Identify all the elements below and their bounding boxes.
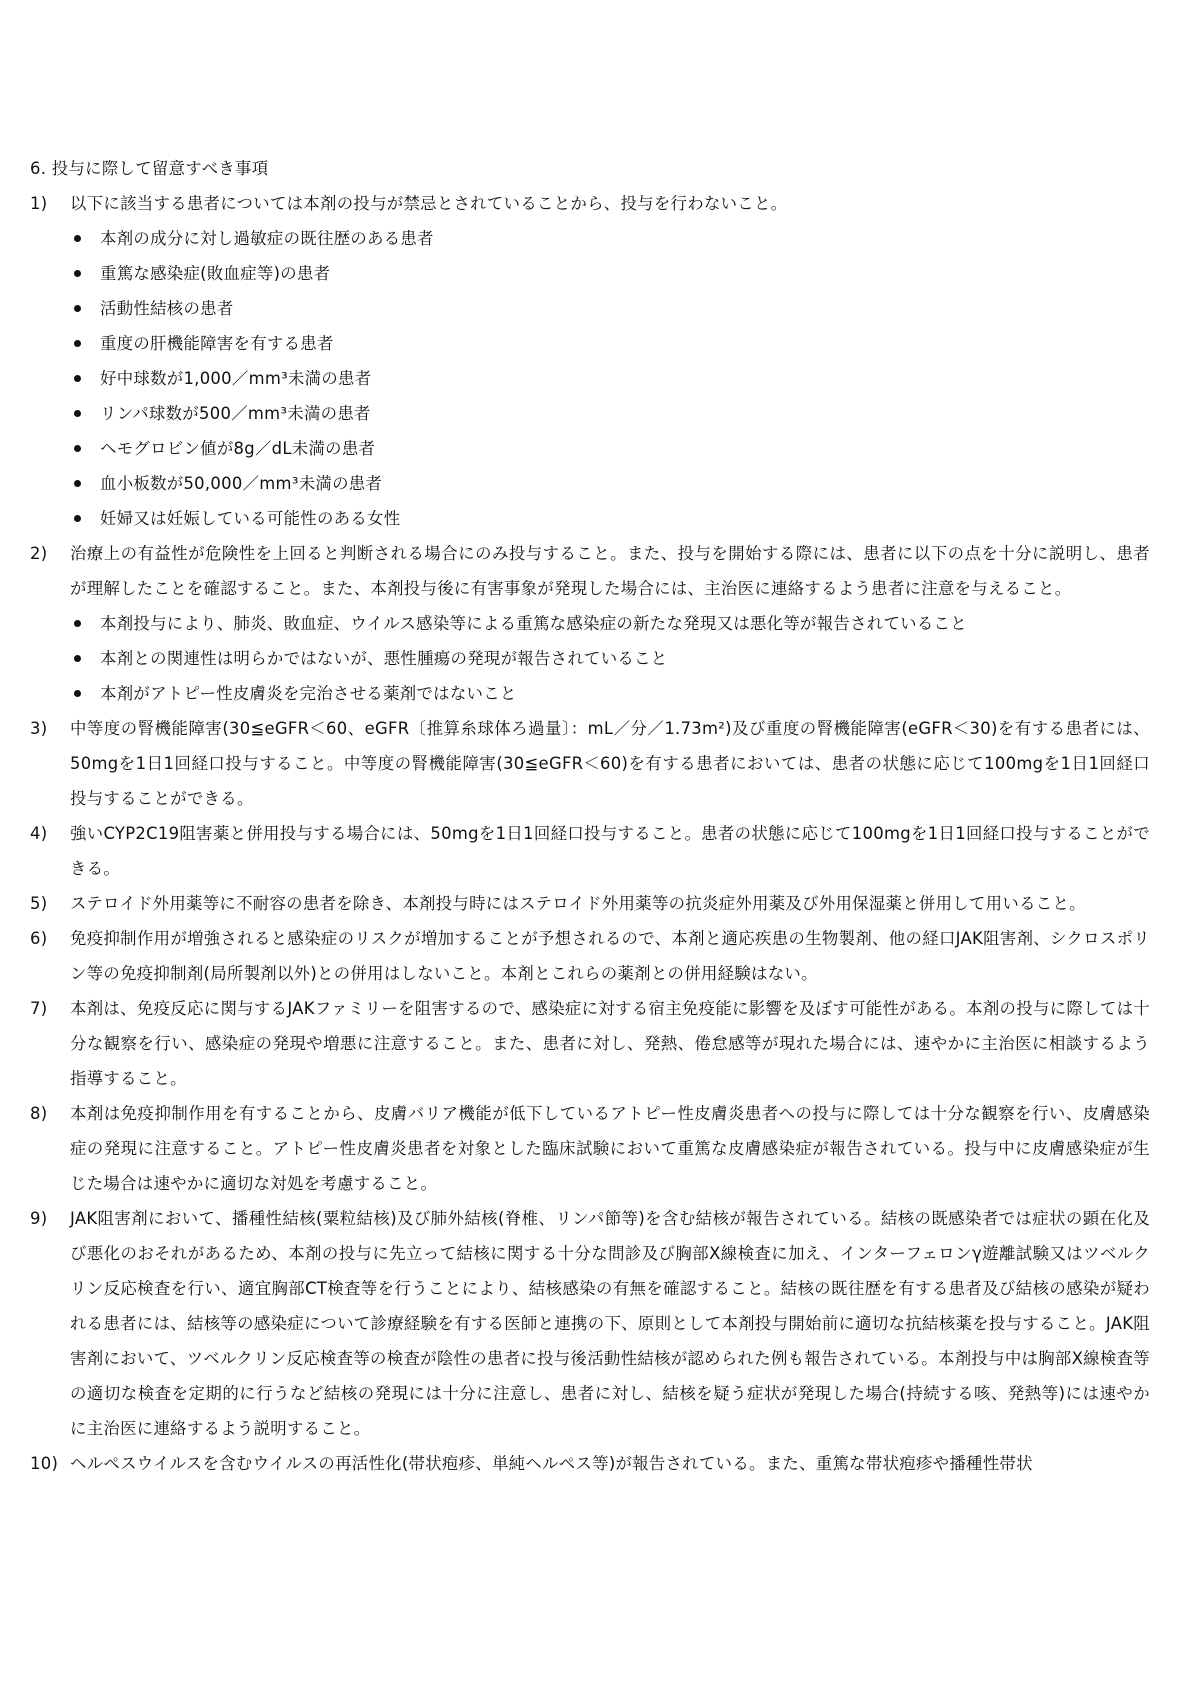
precaution-item [30,1446,1150,1481]
item-text: JAK阻害剤において、播種性結核(粟粒結核)及び肺外結核(脊椎、リンパ節等)を含む結核が報告されている。結核の既感染者では症状の顕在化及び悪化のおそれがあるため、本剤の投与に先立って結核に関する十分な問診及び胸部X線検査に加え、インターフェロンγ遊離試験又はツベルクリン反応検査を行い、適宜胸部CT検査等を行うことにより、結核感染の有無を確認すること。結核の既往歴を有する患者及び結核の感染が疑われる患者には、結核等の感染症について診療経験を有する医師と連携の下、原則として本剤投与開始前に適切な抗結核薬を投与すること。JAK阻害剤において、ツベルクリン反応検査等の検査が陰性の患者に投与後活動性結核が認められた例も報告されている。本剤投与中は胸部X線検査等の適切な検査を定期的に行うなど結核の発現には十分に注意し、患者に対し、結核を疑う症状が発現した場合(持続する咳、発熱等)には速やかに主治医に連絡するよう説明すること。 [70,1209,1150,1438]
item-number: 3) [30,719,48,738]
precaution-item [30,921,1150,991]
bullet-item [30,396,1150,431]
precaution-item [30,1201,1150,1446]
bullet-list [30,221,1150,536]
item-text: ヘルペスウイルスを含むウイルスの再活性化(帯状疱疹、単純ヘルペス等)が報告されている。また、重篤な帯状疱疹や播種性帯状 [70,1454,1033,1473]
item-text: 中等度の腎機能障害(30≦eGFR＜60、eGFR〔推算糸球体ろ過量〕：mL／分／1.73m²)及び重度の腎機能障害(eGFR＜30)を有する患者には、50mgを1日1回経口投与すること。中等度の腎機能障害(30≦eGFR＜60)を有する患者においては、患者の状態に応じて100mgを1日1回経口投与することができる。 [70,719,1150,808]
precaution-item [30,886,1150,921]
bullet-text: 妊婦又は妊娠している可能性のある女性 [100,509,401,528]
bullet-item [30,291,1150,326]
precaution-item [30,816,1150,886]
item-number: 5) [30,894,48,913]
bullet-item [30,431,1150,466]
bullet-text: 重篤な感染症(敗血症等)の患者 [100,264,331,283]
bullet-text: 本剤の成分に対し過敏症の既往歴のある患者 [100,229,434,248]
section-title: 6. 投与に際して留意すべき事項 [30,159,269,178]
item-number: 6) [30,929,48,948]
item-text: ステロイド外用薬等に不耐容の患者を除き、本剤投与時にはステロイド外用薬等の抗炎症外用薬及び外用保湿薬と併用して用いること。 [70,894,1086,913]
bullet-item [30,466,1150,501]
item-number: 2) [30,544,48,563]
bullet-text: 血小板数が50,000／mm³未満の患者 [100,474,383,493]
bullet-dot-icon [74,305,81,312]
bullet-dot-icon [74,480,81,487]
bullet-item [30,361,1150,396]
bullet-item [30,641,1150,676]
precaution-item [30,186,1150,221]
bullet-text: 活動性結核の患者 [100,299,234,318]
bullet-dot-icon [74,655,81,662]
item-number: 4) [30,824,48,843]
bullet-dot-icon [74,515,81,522]
item-number: 1) [30,194,48,213]
bullet-item [30,676,1150,711]
item-text: 治療上の有益性が危険性を上回ると判断される場合にのみ投与すること。また、投与を開始する際には、患者に以下の点を十分に説明し、患者が理解したことを確認すること。また、本剤投与後に有害事象が発現した場合には、主治医に連絡するよう患者に注意を与えること。 [70,544,1150,598]
bullet-dot-icon [74,340,81,347]
precaution-item [30,711,1150,816]
bullet-item [30,501,1150,536]
bullet-dot-icon [74,690,81,697]
item-text: 本剤は、免疫反応に関与するJAKファミリーを阻害するので、感染症に対する宿主免疫能に影響を及ぼす可能性がある。本剤の投与に際しては十分な観察を行い、感染症の発現や増悪に注意すること。また、患者に対し、発熱、倦怠感等が現れた場合には、速やかに主治医に相談するよう指導すること。 [70,999,1150,1088]
item-number: 9) [30,1209,48,1228]
bullet-text: 本剤投与により、肺炎、敗血症、ウイルス感染等による重篤な感染症の新たな発現又は悪化等が報告されていること [100,614,967,633]
bullet-item [30,606,1150,641]
bullet-dot-icon [74,375,81,382]
document-body [30,151,1150,1481]
bullet-item [30,326,1150,361]
bullet-text: 好中球数が1,000／mm³未満の患者 [100,369,372,388]
bullet-text: ヘモグロビン値が8g／dL未満の患者 [100,439,376,458]
item-text: 以下に該当する患者については本剤の投与が禁忌とされていることから、投与を行わないこと。 [70,194,788,213]
item-text: 強いCYP2C19阻害薬と併用投与する場合には、50mgを1日1回経口投与すること。患者の状態に応じて100mgを1日1回経口投与することができる。 [70,824,1150,878]
precaution-item [30,536,1150,606]
bullet-text: 重度の肝機能障害を有する患者 [100,334,334,353]
precaution-item [30,1096,1150,1201]
bullet-dot-icon [74,235,81,242]
precautions-list [30,186,1150,1481]
bullet-dot-icon [74,445,81,452]
item-text: 免疫抑制作用が増強されると感染症のリスクが増加することが予想されるので、本剤と適応疾患の生物製剤、他の経口JAK阻害剤、シクロスポリン等の免疫抑制剤(局所製剤以外)との併用はしないこと。本剤とこれらの薬剤との併用経験はない。 [70,929,1150,983]
precaution-item [30,991,1150,1096]
bullet-item [30,256,1150,291]
bullet-item [30,221,1150,256]
bullet-text: 本剤がアトピー性皮膚炎を完治させる薬剤ではないこと [100,684,517,703]
bullet-text: 本剤との関連性は明らかではないが、悪性腫瘍の発現が報告されていること [100,649,668,668]
bullet-dot-icon [74,620,81,627]
item-number: 7) [30,999,48,1018]
item-text: 本剤は免疫抑制作用を有することから、皮膚バリア機能が低下しているアトピー性皮膚炎患者への投与に際しては十分な観察を行い、皮膚感染症の発現に注意すること。アトピー性皮膚炎患者を対象とした臨床試験において重篤な皮膚感染症が報告されている。投与中に皮膚感染症が生じた場合は速やかに適切な対処を考慮すること。 [70,1104,1150,1193]
bullet-list [30,606,1150,711]
bullet-dot-icon [74,410,81,417]
item-number: 8) [30,1104,48,1123]
item-number: 10) [30,1454,59,1473]
bullet-dot-icon [74,270,81,277]
bullet-text: リンパ球数が500／mm³未満の患者 [100,404,371,423]
